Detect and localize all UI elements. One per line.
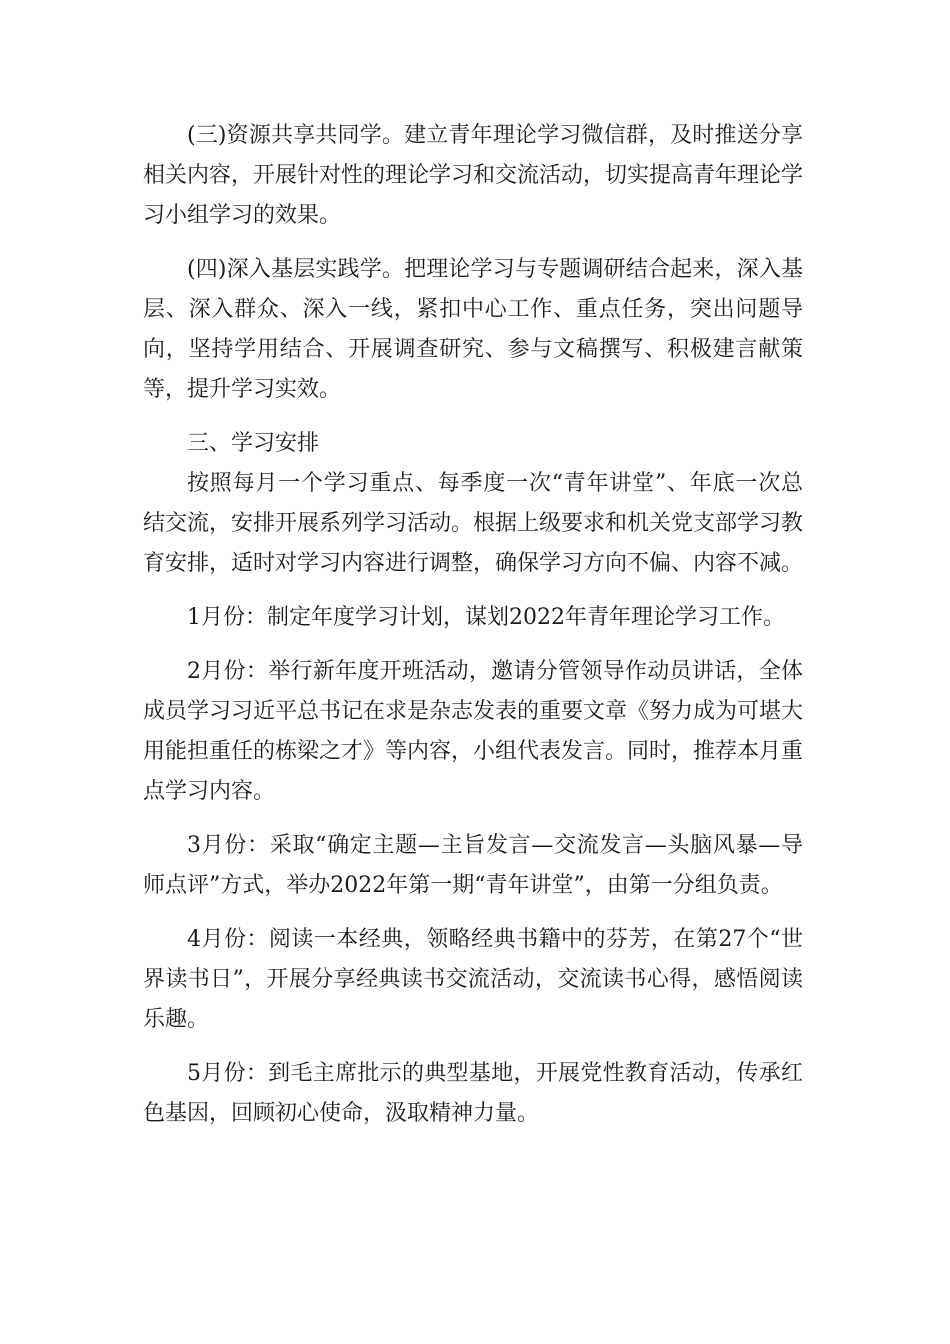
section-heading-study-arrangement: 三、学习安排 <box>187 431 320 456</box>
paragraph-resource-sharing: (三)资源共享共同学。建立青年理论学习微信群，及时推送分享相关内容，开展针对性的理论学习和交流活动，切实提高青年理论学习小组学习的效果。 <box>143 123 804 228</box>
paragraph-february: 2月份：举行新年度开班活动，邀请分管领导作动员讲话，全体成员学习习近平总书记在求是杂志发表的重要文章《努力成为可堪大用能担重任的栋梁之才》等内容，小组代表发言。同时，推荐本月重点学习内容。 <box>143 659 804 804</box>
document-body <box>143 116 803 1134</box>
paragraph-may: 5月份：到毛主席批示的典型基地，开展党性教育活动，传承红色基因，回顾初心使命，汲取精神力量。 <box>143 1061 803 1126</box>
paragraph-march: 3月份：采取“确定主题—主旨发言—交流发言—头脑风暴—导师点评”方式，举办2022年第一期“青年讲堂”，由第一分组负责。 <box>143 833 803 898</box>
paragraph-arrangement-intro: 按照每月一个学习重点、每季度一次“青年讲堂”、年底一次总结交流，安排开展系列学习活动。根据上级要求和机关党支部学习教育安排，适时对学习内容进行调整，确保学习方向不偏、内容不减。 <box>143 471 804 576</box>
paragraph-january: 1月份：制定年度学习计划，谋划2022年青年理论学习工作。 <box>187 605 785 630</box>
paragraph-grassroots-practice: (四)深入基层实践学。把理论学习与专题调研结合起来，深入基层、深入群众、深入一线，紧扣中心工作、重点任务，突出问题导向，坚持学用结合、开展调查研究、参与文稿撰写、积极建言献策等，提升学习实效。 <box>143 257 803 402</box>
paragraph-april: 4月份：阅读一本经典，领略经典书籍中的芬芳，在第27个“世界读书日”，开展分享经典读书交流活动，交流读书心得，感悟阅读乐趣。 <box>143 927 803 1032</box>
